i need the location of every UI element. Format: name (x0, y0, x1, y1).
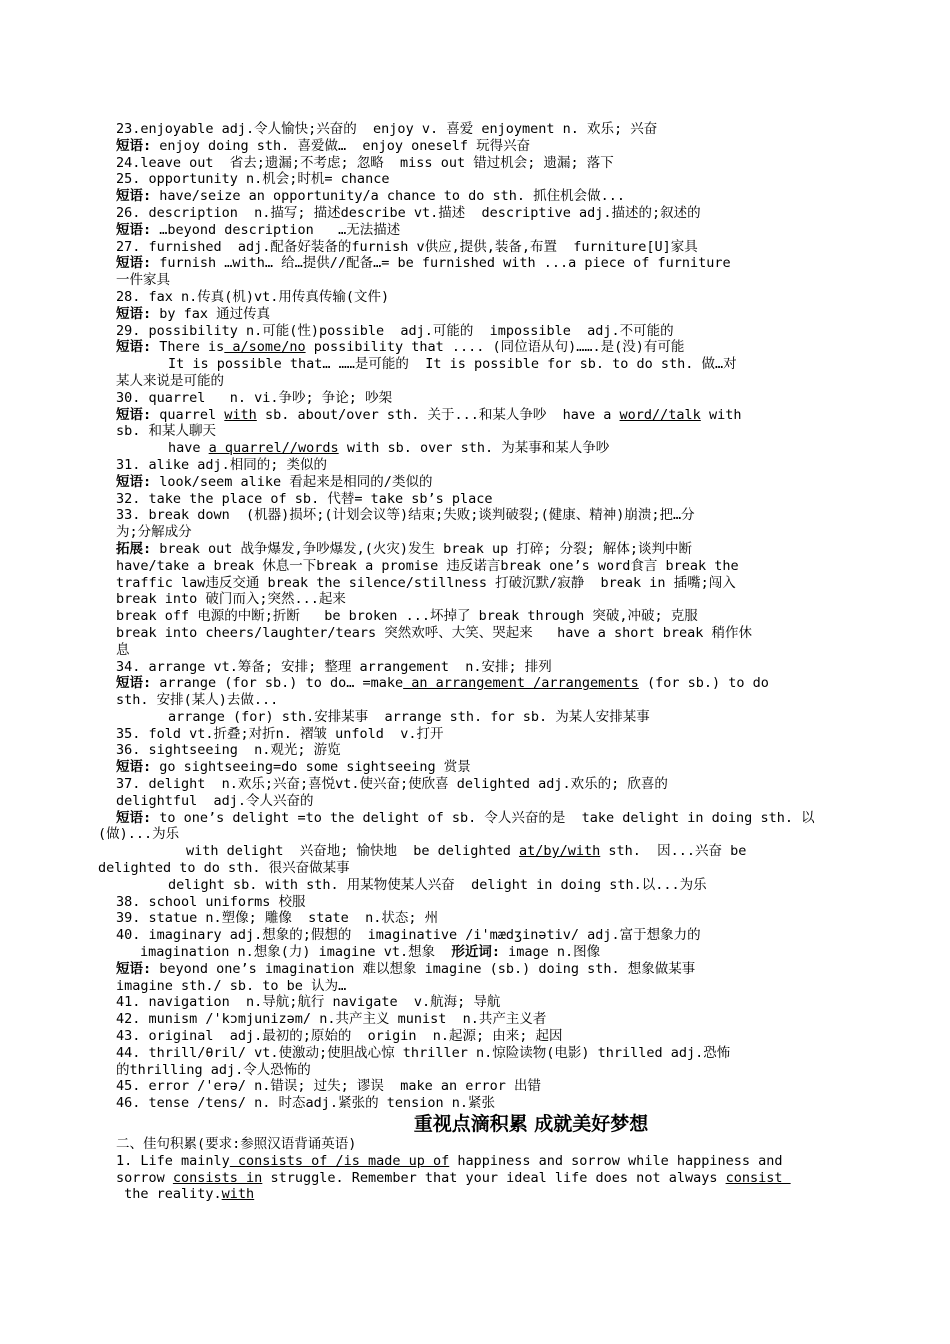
line-text: arrange (for) sth.安排某事 arrange sth. for sb. 为某人安排某事 (168, 708, 650, 725)
sentence-line (116, 1170, 886, 1187)
vocab-line (116, 541, 886, 558)
underlined-text: consists in (172, 1169, 263, 1186)
vocab-line (116, 1045, 886, 1062)
line-text: 43. original adj.最初的;原始的 origin n.起源; 由来; 起因 (116, 1028, 563, 1045)
line-text: 44. thrill/θril/ vt.使激动;使胆战心惊 thriller n.惊险读物(电影) thrilled adj.恐怖 (116, 1044, 731, 1061)
vocab-line (116, 776, 886, 793)
line-text: 32. take the place of sb. 代替= take sb’s place (116, 490, 493, 507)
vocab-line (116, 575, 886, 592)
vocab-line (116, 171, 886, 188)
line-text: 34. arrange vt.筹备; 安排; 整理 arrangement n.安排; 排列 (116, 658, 552, 675)
line-text: 41. navigation n.导航;航行 navigate v.航海; 导航 (116, 994, 501, 1011)
vocab-line (116, 810, 886, 827)
vocab-line (116, 205, 886, 222)
term-label: 短语: (116, 188, 152, 205)
line-text: to one’s delight =to the delight of sb. 令人兴奋的是 take delight in doing sth. 以 (151, 809, 815, 826)
line-text: enjoy doing sth. 喜爱做… enjoy oneself 玩得兴奋 (151, 137, 531, 154)
underlined-text: a/some/no (224, 339, 306, 356)
line-text: image n.图像 (499, 944, 601, 961)
vocab-line (116, 608, 886, 625)
line-text: sth. 安排(某人)去做... (116, 692, 279, 709)
vocab-line (116, 339, 886, 356)
line-text: arrange (for sb.) to do… =make (151, 675, 404, 692)
term-label: 拓展: (116, 540, 152, 557)
line-text: imagine sth./ sb. to be 认为… (116, 977, 347, 994)
vocab-line (116, 306, 886, 323)
line-text: 27. furnished adj.配备好装备的furnish v供应,提供,装备,布置 furniture[U]家具 (116, 238, 698, 255)
underlined-text: with (224, 406, 257, 423)
vocab-line (116, 507, 886, 524)
line-text: struggle. Remember that your ideal life does not always (262, 1169, 726, 1186)
line-text: 一件家具 (116, 272, 170, 289)
vocab-line (116, 742, 886, 759)
line-text: 为;分解成分 (116, 524, 192, 541)
line-text: 1. Life mainly (116, 1152, 230, 1169)
line-text: delight sb. with sth. 用某物使某人兴奋 delight in doing sth.以...为乐 (168, 876, 707, 893)
document-content (98, 121, 886, 1203)
line-text: 30. quarrel n. vi.争吵; 争论; 吵架 (116, 389, 393, 406)
term-label: 短语: (116, 406, 152, 423)
line-text: furnish …with… 给…提供//配备…= be furnished with ...a piece of furniture (151, 255, 731, 272)
line-text: 的thrilling adj.令人恐怖的 (116, 1061, 311, 1078)
vocab-line (116, 491, 886, 508)
vocab-line (116, 692, 886, 709)
term-label: 短语: (116, 221, 152, 238)
vocab-line (98, 826, 886, 843)
line-text: the reality. (116, 1186, 222, 1203)
vocab-line (116, 944, 886, 961)
line-text: possibility that .... (同位语从句)…….是(没)有可能 (305, 339, 685, 356)
vocab-line (116, 894, 886, 911)
line-text: break into 破门而入;突然...起来 (116, 591, 346, 608)
vocab-line (116, 726, 886, 743)
vocab-line (116, 1028, 886, 1045)
vocab-line (116, 709, 886, 726)
line-text: with sb. over sth. 为某事和某人争吵 (338, 440, 610, 457)
line-text: have/take a break 休息一下break a promise 违反诺言break one’s word食言 break the (116, 557, 739, 574)
line-text: 某人来说是可能的 (116, 372, 224, 389)
term-label: 短语: (116, 960, 152, 977)
line-text: sth. 因...兴奋 be (600, 843, 747, 860)
line-text: …beyond description …无法描述 (151, 221, 401, 238)
vocab-line (116, 591, 886, 608)
line-text: break off 电源的中断;折断 be broken ...坏掉了 break through 突破,冲破; 克服 (116, 608, 698, 625)
vocab-line (116, 121, 886, 138)
line-text: beyond one’s imagination 难以想象 imagine (sb.) doing sth. 想象做某事 (151, 960, 696, 977)
vocab-line (116, 994, 886, 1011)
vocab-line (116, 961, 886, 978)
line-text: sb. about/over sth. 关于...和某人争吵 have a (256, 406, 620, 423)
line-text: 37. delight n.欢乐;兴奋;喜悦vt.使兴奋;使欣喜 delighted adj.欢乐的; 欣喜的 (116, 776, 668, 793)
line-text: 29. possibility n.可能(性)possible adj.可能的 impossible adj.不可能的 (116, 322, 674, 339)
vocab-line (116, 659, 886, 676)
term-label: 形近词: (451, 944, 500, 961)
underlined-text: word//talk (619, 406, 701, 423)
line-text: break out 战争爆发,争吵爆发,(火灾)发生 break up 打碎; 分裂; 解体;谈判中断 (151, 540, 692, 557)
line-text: have (168, 440, 209, 457)
line-text: There is (151, 339, 225, 356)
line-text: by fax 通过传真 (151, 305, 271, 322)
vocab-line (116, 356, 886, 373)
vocab-line (116, 558, 886, 575)
vocab-line (116, 474, 886, 491)
line-text: delighted to do sth. 很兴奋做某事 (98, 860, 350, 877)
vocabulary-list (98, 121, 886, 1112)
vocab-line (116, 1062, 886, 1079)
vocab-line (116, 222, 886, 239)
vocab-line (116, 272, 886, 289)
line-text: delightful adj.令人兴奋的 (116, 792, 314, 809)
underlined-text: a quarrel//words (208, 440, 339, 457)
underlined-text: consists of /is made up of (229, 1152, 450, 1169)
underlined-text: an arrangement /arrangements (403, 675, 639, 692)
line-text: 33. break down (机器)损坏;(计划会议等)结束;失败;谈判破裂;(健康、精神)崩溃;把…分 (116, 507, 695, 524)
vocab-line (116, 524, 886, 541)
vocab-line (116, 910, 886, 927)
line-text: 38. school uniforms 校服 (116, 893, 306, 910)
vocab-line (116, 457, 886, 474)
term-label: 短语: (116, 255, 152, 272)
line-text: 45. error /'erə/ n.错误; 过失; 谬误 make an error 出错 (116, 1078, 541, 1095)
term-label: 短语: (116, 339, 152, 356)
vocab-line (116, 625, 886, 642)
line-text: 26. description n.描写; 描述describe vt.描述 descriptive adj.描述的;叙述的 (116, 204, 701, 221)
vocab-line (116, 927, 886, 944)
vocab-line (116, 793, 886, 810)
vocab-line (116, 877, 886, 894)
section-title: 二、佳句积累(要求:参照汉语背诵英语) (116, 1136, 357, 1153)
sentence-line (116, 1186, 886, 1203)
line-text: (for sb.) to do (638, 675, 769, 692)
vocab-line (116, 440, 886, 457)
line-text: traffic law违反交通 break the silence/stillness 打破沉默/寂静 break in 插嘴;闯入 (116, 574, 736, 591)
vocab-line (116, 978, 886, 995)
term-label: 短语: (116, 759, 152, 776)
underlined-text: with (221, 1186, 255, 1203)
vocab-line (116, 423, 886, 440)
line-text: 42. munism /'kɔmjunizəm/ n.共产主义 munist n.共产主义者 (116, 1011, 547, 1028)
vocab-line (116, 675, 886, 692)
underlined-text: consist (725, 1169, 791, 1186)
line-text: 39. statue n.塑像; 雕像 state n.状态; 州 (116, 910, 439, 927)
vocab-line (116, 1095, 886, 1112)
vocab-line (116, 407, 886, 424)
term-label: 短语: (116, 305, 152, 322)
line-text: 24.leave out 省去;遗漏;不考虑; 忽略 miss out 错过机会; 遗漏; 落下 (116, 154, 614, 171)
line-text: sorrow (116, 1169, 173, 1186)
line-text: look/seem alike 看起来是相同的/类似的 (151, 473, 433, 490)
vocab-line (98, 860, 886, 877)
line-text: imagination n.想象(力) imagine vt.想象 (140, 944, 452, 961)
vocab-line (116, 239, 886, 256)
vocab-line (116, 373, 886, 390)
line-text: go sightseeing=do some sightseeing 赏景 (151, 759, 471, 776)
line-text: with (700, 406, 742, 423)
vocab-line (116, 1078, 886, 1095)
vocab-line (116, 759, 886, 776)
line-text: 40. imaginary adj.想象的;假想的 imaginative /i'mædʒinətiv/ adj.富于想象力的 (116, 927, 701, 944)
line-text: It is possible that… ……是可能的 It is possible for sb. to do sth. 做…对 (168, 356, 737, 373)
sentence-list (116, 1153, 886, 1203)
vocab-line (116, 155, 886, 172)
line-text: 23.enjoyable adj.令人愉快;兴奋的 enjoy v. 喜爱 enjoyment n. 欢乐; 兴奋 (116, 121, 658, 137)
line-text: happiness and sorrow while happiness and (449, 1152, 783, 1169)
vocab-line (116, 843, 886, 860)
line-text: 46. tense /tens/ n. 时态adj.紧张的 tension n.紧张 (116, 1095, 495, 1112)
line-text: 息 (116, 641, 130, 658)
vocab-line (116, 255, 886, 272)
line-text: with delight 兴奋地; 愉快地 be delighted (186, 843, 519, 860)
line-text: (做)...为乐 (98, 826, 180, 843)
term-label: 短语: (116, 473, 152, 490)
vocab-line (116, 138, 886, 155)
line-text: 25. opportunity n.机会;时机= chance (116, 171, 390, 188)
underlined-text: at/by/with (518, 843, 601, 860)
term-label: 短语: (116, 675, 152, 692)
sentence-line (116, 1153, 886, 1170)
vocab-line (116, 390, 886, 407)
line-text: have/seize an opportunity/a chance to do sth. 抓住机会做... (151, 188, 626, 205)
section-heading: 重视点滴积累 成就美好梦想 (413, 1113, 649, 1136)
term-label: 短语: (116, 137, 152, 154)
vocab-line (116, 188, 886, 205)
vocab-line (116, 1011, 886, 1028)
line-text: break into cheers/laughter/tears 突然欢呼、大笑、哭起来 have a short break 稍作休 (116, 624, 753, 641)
vocab-line (116, 323, 886, 340)
line-text: 36. sightseeing n.观光; 游览 (116, 742, 341, 759)
vocab-line (116, 642, 886, 659)
line-text: sb. 和某人聊天 (116, 423, 217, 440)
vocab-line (116, 289, 886, 306)
line-text: 31. alike adj.相同的; 类似的 (116, 456, 328, 473)
term-label: 短语: (116, 809, 152, 826)
line-text: 35. fold vt.折叠;对折n. 褶皱 unfold v.打开 (116, 725, 444, 742)
line-text: quarrel (151, 406, 225, 423)
line-text: 28. fax n.传真(机)vt.用传真传输(文件) (116, 288, 390, 305)
